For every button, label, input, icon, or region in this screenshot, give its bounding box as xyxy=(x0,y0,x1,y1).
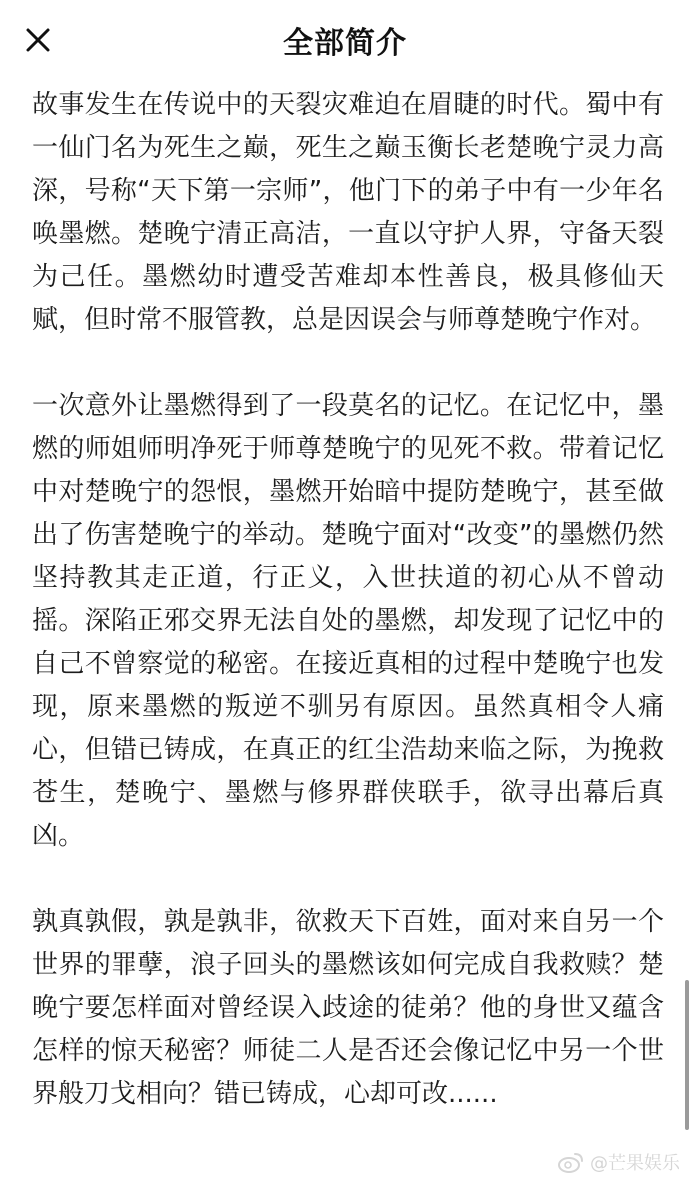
synopsis-paragraph-3: 孰真孰假，孰是孰非，欲救天下百姓，面对来自另一个世界的罪孽，浪子回头的墨燃该如何完成自我救赎？楚晚宁要怎样面对曾经误入歧途的徒弟？他的身世又蕴含怎样的惊天秘密？师徒二人是否还会像记忆中另一个世界般刀戈相向？错已铸成，心却可改...... xyxy=(32,907,664,1109)
synopsis-content xyxy=(32,84,664,1116)
scrollbar-thumb[interactable] xyxy=(685,980,689,1130)
watermark-text: @芒果娱乐 xyxy=(590,1153,680,1174)
weibo-icon xyxy=(558,1151,584,1173)
watermark xyxy=(558,1149,680,1175)
synopsis-paragraph-1: 故事发生在传说中的天裂灾难迫在眉睫的时代。蜀中有一仙门名为死生之巅，死生之巅玉衡长老楚晚宁灵力高深，号称“天下第一宗师”，他门下的弟子中有一少年名唤墨燃。楚晚宁清正高洁，一直以守护人界，守备天裂为己任。墨燃幼时遭受苦难却本性善良，极具修仙天赋，但时常不服管教，总是因误会与师尊楚晚宁作对。 xyxy=(32,90,664,335)
page-title: 全部简介 xyxy=(283,26,407,61)
synopsis-paragraph-2: 一次意外让墨燃得到了一段莫名的记忆。在记忆中，墨燃的师姐师明净死于师尊楚晚宁的见死不救。带着记忆中对楚晚宁的怨恨，墨燃开始暗中提防楚晚宁，甚至做出了伤害楚晚宁的举动。楚晚宁面对“改变”的墨燃仍然坚持教其走正道，行正义，入世扶道的初心从不曾动摇。深陷正邪交界无法自处的墨燃，却发现了记忆中的自己不曾察觉的秘密。在接近真相的过程中楚晚宁也发现，原来墨燃的叛逆不驯另有原因。虽然真相令人痛心，但错已铸成，在真正的红尘浩劫来临之际，为挽救苍生，楚晚宁、墨燃与修界群侠联手，欲寻出幕后真凶。 xyxy=(32,391,664,851)
top-bar xyxy=(0,0,690,80)
scrollbar[interactable] xyxy=(684,980,690,1130)
